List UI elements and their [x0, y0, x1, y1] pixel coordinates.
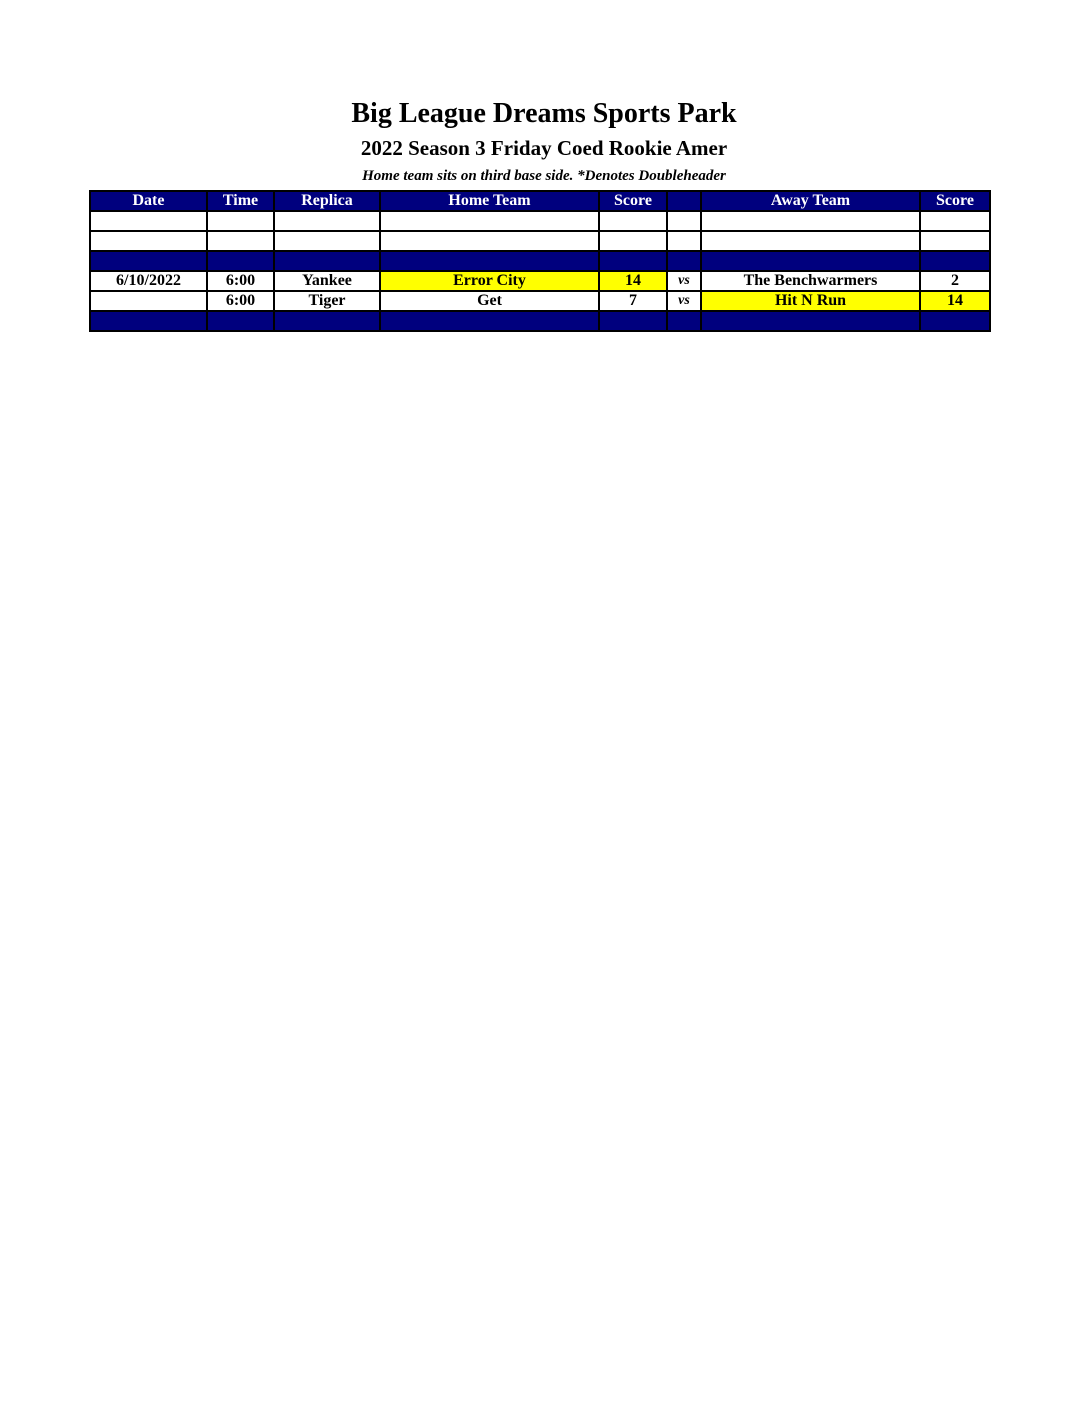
- schedule-note: Home team sits on third base side. *Denotes Doubleheader: [362, 168, 726, 184]
- column-header-away-team: Away Team: [701, 191, 920, 211]
- header-row: [90, 191, 990, 211]
- home-team: Get: [380, 291, 599, 311]
- page-subtitle: 2022 Season 3 Friday Coed Rookie Amer: [360, 136, 728, 160]
- table-row: [90, 231, 990, 251]
- game-row: [90, 291, 990, 311]
- game-row: [90, 271, 990, 291]
- game-time: 6:00: [207, 291, 274, 311]
- home-team: Error City: [380, 271, 599, 291]
- game-replica: Yankee: [274, 271, 380, 291]
- page-title: Big League Dreams Sports Park: [351, 98, 737, 129]
- table-row: [90, 211, 990, 231]
- column-header-replica: Replica: [274, 191, 380, 211]
- column-header-date: Date: [90, 191, 207, 211]
- game-time: 6:00: [207, 271, 274, 291]
- separator-row: [90, 251, 990, 271]
- home-score: 7: [599, 291, 667, 311]
- column-header-home-score: Score: [599, 191, 667, 211]
- away-team: The Benchwarmers: [701, 271, 920, 291]
- game-date: [90, 291, 207, 311]
- vs-label: vs: [667, 291, 701, 311]
- away-score: 2: [920, 271, 990, 291]
- column-header-away-score: Score: [920, 191, 990, 211]
- vs-label: vs: [667, 271, 701, 291]
- away-score: 14: [920, 291, 990, 311]
- schedule-table: [89, 190, 991, 332]
- column-header-time: Time: [207, 191, 274, 211]
- home-score: 14: [599, 271, 667, 291]
- game-replica: Tiger: [274, 291, 380, 311]
- column-header-home-team: Home Team: [380, 191, 599, 211]
- game-date: 6/10/2022: [90, 271, 207, 291]
- away-team: Hit N Run: [701, 291, 920, 311]
- separator-row: [90, 311, 990, 331]
- column-header-vs: [667, 191, 701, 211]
